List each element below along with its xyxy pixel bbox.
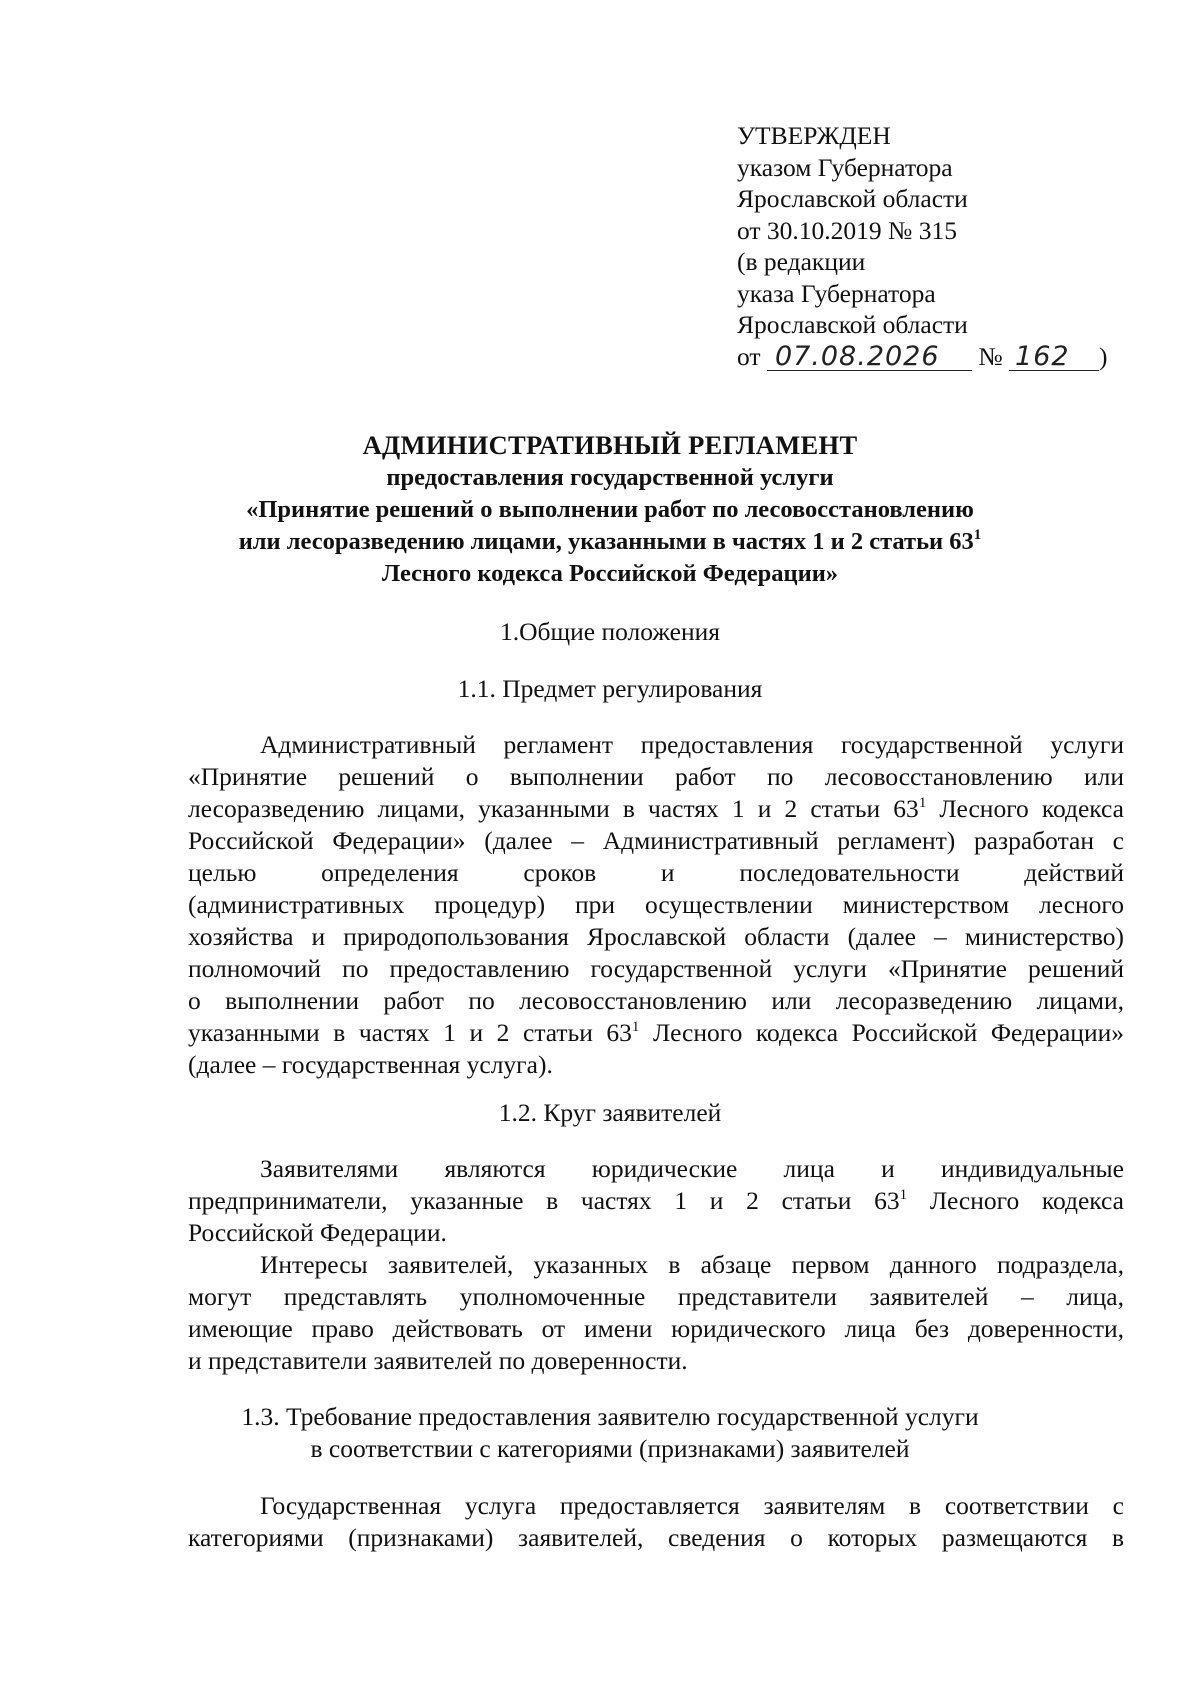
close-paren: ) [1099, 341, 1108, 371]
superscript: 1 [973, 527, 982, 543]
paragraph-line: (административных процедур) при осуществлении министерством лесного [188, 890, 1124, 919]
paragraph-line: хозяйства и природопользования Ярославской области (далее – министерство) [188, 922, 1124, 951]
subtitle-text: или лесоразведению лицами, указанными в частях 1 и 2 статьи 63 [238, 528, 974, 555]
superscript: 1 [631, 1019, 640, 1035]
paragraph-line: Российской Федерации» (далее – Административный регламент) разработан с [188, 826, 1124, 855]
superscript: 1 [899, 1187, 908, 1203]
heading-line: в соответствии с категориями (признаками) заявителей [310, 1434, 910, 1463]
paragraph-line: целью определения сроков и последовательности действий [188, 858, 1124, 887]
subtitle-line: предоставления государственной услуги [386, 464, 834, 491]
paragraph-line: Государственная услуга предоставляется заявителям в соответствии с [260, 1491, 1124, 1520]
subsection-heading [180, 1401, 1040, 1465]
line-text: лесоразведению лицами, указанными в частях 1 и 2 статьи 63 [188, 794, 919, 823]
line-text: Лесного кодекса [926, 794, 1124, 823]
document-title: АДМИНИСТРАТИВНЫЙ РЕГЛАМЕНТ [362, 430, 858, 460]
line-text: Лесного кодекса [907, 1186, 1124, 1215]
paragraph-line: категориями (признаками) заявителей, сведения о которых размещаются в [188, 1523, 1124, 1552]
handwritten-number: 162 [1009, 344, 1099, 371]
subtitle-line: Лесного кодекса Российской Федерации» [381, 560, 839, 587]
heading-line: 1.3. Требование предоставления заявителю государственной услуги [241, 1402, 979, 1431]
line-text: указанными в частях 1 и 2 статьи 63 [188, 1018, 632, 1047]
paragraph-line: Административный регламент предоставления государственной услуги [260, 730, 1124, 759]
line-text: Лесного кодекса Российской Федерации» [639, 1018, 1124, 1047]
paragraph-categories [188, 1490, 1124, 1554]
paragraph-line: (далее – государственная услуга). [188, 1050, 553, 1079]
paragraph-line [188, 793, 1124, 825]
number-prefix: № [978, 341, 1003, 371]
subsection-heading: 1.1. Предмет регулирования [457, 674, 763, 703]
approval-line: Ярославской области [737, 310, 968, 339]
section-heading: 1.Общие положения [499, 617, 720, 646]
handwritten-date: 07.08.2026 [767, 344, 972, 371]
paragraph-line: могут представлять уполномоченные представители заявителей – лица, [188, 1282, 1124, 1311]
paragraph-subject [188, 729, 1124, 1081]
paragraph-line: Заявителями являются юридические лица и индивидуальные [260, 1154, 1124, 1183]
superscript: 1 [918, 795, 927, 811]
approval-line: указом Губернатора [737, 152, 953, 182]
document-subtitle [180, 462, 1040, 590]
date-prefix: от [737, 341, 761, 371]
paragraph-line [188, 1185, 1124, 1217]
approval-block [737, 120, 1108, 372]
subsection-heading: 1.2. Круг заявителей [498, 1098, 722, 1127]
subtitle-line: «Принятие решений о выполнении работ по лесовосстановлению [246, 496, 974, 523]
subtitle-line [180, 526, 1040, 558]
paragraph-applicants [188, 1153, 1124, 1377]
approval-title: УТВЕРЖДЕН [737, 121, 891, 150]
approval-line: (в редакции [737, 247, 866, 276]
approval-line: Ярославской области [737, 184, 968, 213]
approval-date-line [737, 341, 1108, 373]
paragraph-line: Российской Федерации. [188, 1218, 447, 1247]
paragraph-line: полномочий по предоставлению государственной услуги «Принятие решений [188, 954, 1124, 983]
paragraph-line: имеющие право действовать от имени юридического лица без доверенности, [188, 1314, 1124, 1343]
approval-line: от 30.10.2019 № 315 [737, 215, 958, 245]
paragraph-line: и представители заявителей по доверенности. [188, 1346, 688, 1375]
paragraph-line [188, 1017, 1124, 1049]
paragraph-line: «Принятие решений о выполнении работ по лесовосстановлению или [188, 762, 1124, 791]
paragraph-line: о выполнении работ по лесовосстановлению или лесоразведению лицами, [188, 986, 1124, 1015]
approval-line: указа Губернатора [737, 278, 936, 308]
paragraph-line: Интересы заявителей, указанных в абзаце первом данного подраздела, [260, 1250, 1124, 1279]
line-text: предприниматели, указанные в частях 1 и 2 статьи 63 [188, 1186, 900, 1215]
